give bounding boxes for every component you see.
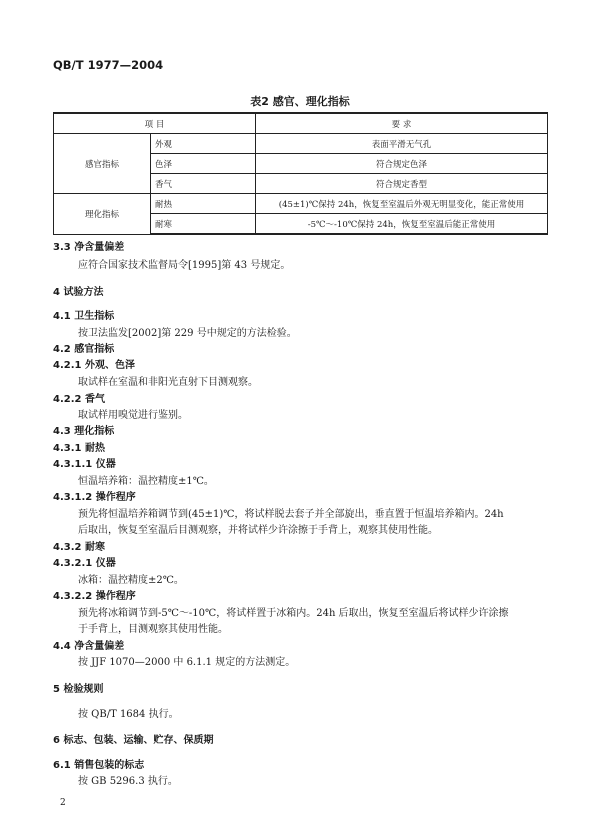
group-sensory: 感官指标 bbox=[54, 134, 151, 194]
section-heading: 5 检验规则 bbox=[53, 684, 104, 695]
table-header-row bbox=[54, 113, 548, 134]
paragraph-line: 取试样用嗅觉进行鉴别。 bbox=[78, 410, 188, 421]
section-heading: 4.2.2 香气 bbox=[53, 394, 105, 405]
section-heading: 6 标志、包装、运输、贮存、保质期 bbox=[53, 735, 214, 746]
row-item: 耐热 bbox=[151, 194, 256, 214]
row-item: 色泽 bbox=[151, 154, 256, 174]
paragraph-line: 于手背上，目测观察其使用性能。 bbox=[78, 624, 228, 635]
paragraph-line: 应符合国家技术监督局令[1995]第 43 号规定。 bbox=[78, 260, 291, 271]
row-requirement: 符合规定香型 bbox=[256, 174, 548, 194]
paragraph-line: 按卫法监发[2002]第 229 号中规定的方法检验。 bbox=[78, 328, 297, 339]
row-item: 香气 bbox=[151, 174, 256, 194]
section-heading: 3.3 净含量偏差 bbox=[53, 242, 125, 253]
section-heading: 4.3.2.2 操作程序 bbox=[53, 591, 136, 602]
section-heading: 4.4 净含量偏差 bbox=[53, 641, 125, 652]
group-physicochemical: 理化指标 bbox=[54, 194, 151, 235]
section-heading: 4.3.2 耐寒 bbox=[53, 542, 105, 553]
table-row bbox=[54, 134, 548, 154]
paragraph-line: 后取出，恢复至室温后目测观察，并将试样少许涂擦于手背上，观察其使用性能。 bbox=[78, 525, 438, 536]
section-heading: 4.3.2.1 仪器 bbox=[53, 558, 116, 569]
row-item: 耐寒 bbox=[151, 214, 256, 235]
header-requirement: 要 求 bbox=[256, 113, 548, 134]
page-number: 2 bbox=[60, 798, 66, 808]
section-heading: 4.3 理化指标 bbox=[53, 426, 115, 437]
document-code-header: QB/T 1977—2004 bbox=[53, 58, 164, 72]
row-item: 外观 bbox=[151, 134, 256, 154]
paragraph-line: 按 JJF 1070—2000 中 6.1.1 规定的方法测定。 bbox=[78, 657, 296, 668]
spec-table bbox=[53, 112, 548, 235]
paragraph-line: 按 QB/T 1684 执行。 bbox=[78, 709, 179, 720]
table-caption: 表2 感官、理化指标 bbox=[250, 95, 350, 108]
section-heading: 4.3.1.2 操作程序 bbox=[53, 492, 136, 503]
paragraph-line: 预先将恒温培养箱调节到(45±1)℃，将试样脱去套子并全部旋出，垂直置于恒温培养箱内。24h bbox=[78, 509, 504, 520]
section-heading: 6.1 销售包装的标志 bbox=[53, 760, 145, 771]
table-row bbox=[54, 194, 548, 214]
row-requirement: -5℃～-10℃保持 24h，恢复至室温后能正常使用 bbox=[256, 214, 548, 235]
paragraph-line: 按 GB 5296.3 执行。 bbox=[78, 776, 178, 787]
paragraph-line: 冰箱：温控精度±2℃。 bbox=[78, 575, 184, 586]
section-heading: 4.2 感官指标 bbox=[53, 344, 115, 355]
section-heading: 4.3.1.1 仪器 bbox=[53, 459, 116, 470]
paragraph-line: 恒温培养箱：温控精度±1℃。 bbox=[78, 476, 214, 487]
paragraph-line: 取试样在室温和非阳光直射下目测观察。 bbox=[78, 377, 258, 388]
row-requirement: (45±1)℃保持 24h，恢复至室温后外观无明显变化，能正常使用 bbox=[256, 194, 548, 214]
paragraph-line: 预先将冰箱调节到-5℃～-10℃，将试样置于冰箱内。24h 后取出，恢复至室温后将试样少许涂擦 bbox=[78, 608, 509, 619]
header-item: 项 目 bbox=[54, 113, 256, 134]
section-heading: 4.1 卫生指标 bbox=[53, 311, 115, 322]
section-heading: 4.2.1 外观、色泽 bbox=[53, 360, 135, 371]
section-heading: 4 试验方法 bbox=[53, 287, 104, 298]
section-heading: 4.3.1 耐热 bbox=[53, 443, 105, 454]
row-requirement: 表面平滑无气孔 bbox=[256, 134, 548, 154]
row-requirement: 符合规定色泽 bbox=[256, 154, 548, 174]
